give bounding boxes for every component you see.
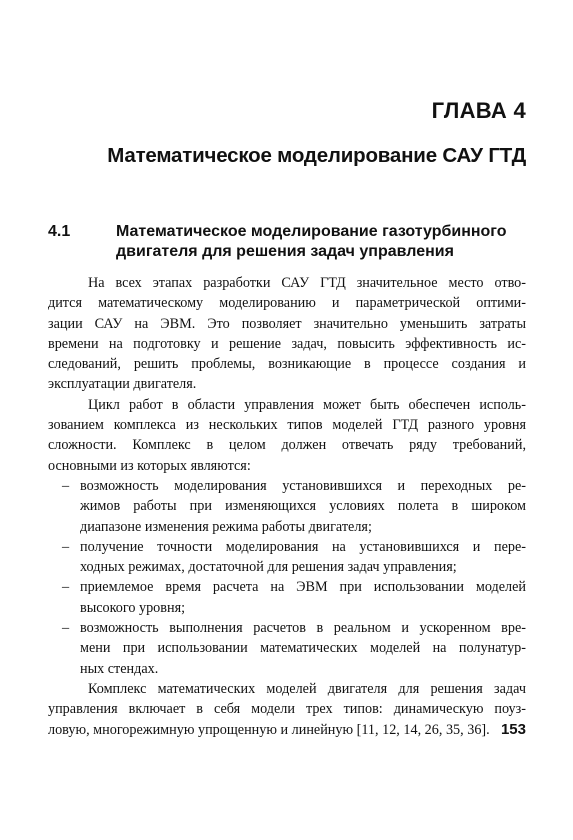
text-line: ловую, многорежимную упрощенную и линейную [11, 12, 14, 26, 35, 36]. <box>48 721 490 738</box>
paragraph-3 <box>48 679 526 740</box>
text-line: времени на подготовку и решение задач, повысить эффективность ис- <box>48 335 526 352</box>
body-text <box>48 273 526 740</box>
list-item <box>48 577 526 618</box>
requirements-list <box>48 476 526 679</box>
text-line: На всех этапах разработки САУ ГТД значительное место отво- <box>88 275 526 291</box>
text-line: возможность моделирования установившихся и переходных ре- <box>80 477 526 494</box>
text-line: ходных режимах, достаточной для решения задач управления; <box>80 559 457 576</box>
text-line: зованием комплекса из нескольких типов моделей ГТД разного уровня <box>48 417 526 434</box>
text-line: возможность выполнения расчетов в реальном и ускоренном вре- <box>80 620 526 637</box>
section-title-line: двигателя для решения задач управления <box>116 243 454 260</box>
section-heading <box>48 222 526 262</box>
paragraph-1 <box>48 273 526 395</box>
text-line: сложности. Комплекс в целом должен отвечать ряду требований, <box>48 437 526 454</box>
text-line: эксплуатации двигателя. <box>48 376 197 393</box>
list-bullet: – <box>62 477 70 494</box>
section-title-line: Математическое моделирование газотурбинного <box>116 223 507 240</box>
text-line: высокого уровня; <box>80 599 186 616</box>
text-line: следований, решить проблемы, возникающие в процессе создания и <box>48 356 526 373</box>
text-line: ных стендах. <box>80 660 159 677</box>
text-line: управления включает в себя модели трех типов: динамическую поуз- <box>48 701 526 718</box>
text-line: дится математическому моделированию и параметрической оптими- <box>48 295 526 312</box>
chapter-title: Математическое моделирование САУ ГТД <box>107 144 526 167</box>
paragraph-2 <box>48 395 526 476</box>
text-line: основными из которых являются: <box>48 457 251 474</box>
page-number: 153 <box>500 721 526 738</box>
list-item <box>48 537 526 578</box>
list-bullet: – <box>62 579 70 596</box>
section-number: 4.1 <box>48 223 71 240</box>
list-bullet: – <box>62 620 70 637</box>
section-title <box>116 222 526 262</box>
text-line: диапазоне изменения режима работы двигателя; <box>80 518 372 535</box>
text-line: приемлемое время расчета на ЭВМ при использовании моделей <box>80 579 526 596</box>
text-line: зации САУ на ЭВМ. Это позволяет значительно уменьшить затраты <box>48 315 526 332</box>
list-item <box>48 618 526 679</box>
text-line: получение точности моделирования на установившихся и пере- <box>80 538 526 555</box>
text-line: Комплекс математических моделей двигателя для решения задач <box>88 680 526 697</box>
list-bullet: – <box>62 538 70 555</box>
text-line: жимов работы при изменяющихся условиях полета в широком <box>80 498 526 515</box>
list-item <box>48 476 526 537</box>
chapter-label: ГЛАВА 4 <box>431 98 526 123</box>
text-line: мени при использовании математических моделей на полунатур- <box>80 640 526 657</box>
book-page <box>48 0 526 840</box>
text-line: Цикл работ в области управления может быть обеспечен исполь- <box>88 396 526 413</box>
